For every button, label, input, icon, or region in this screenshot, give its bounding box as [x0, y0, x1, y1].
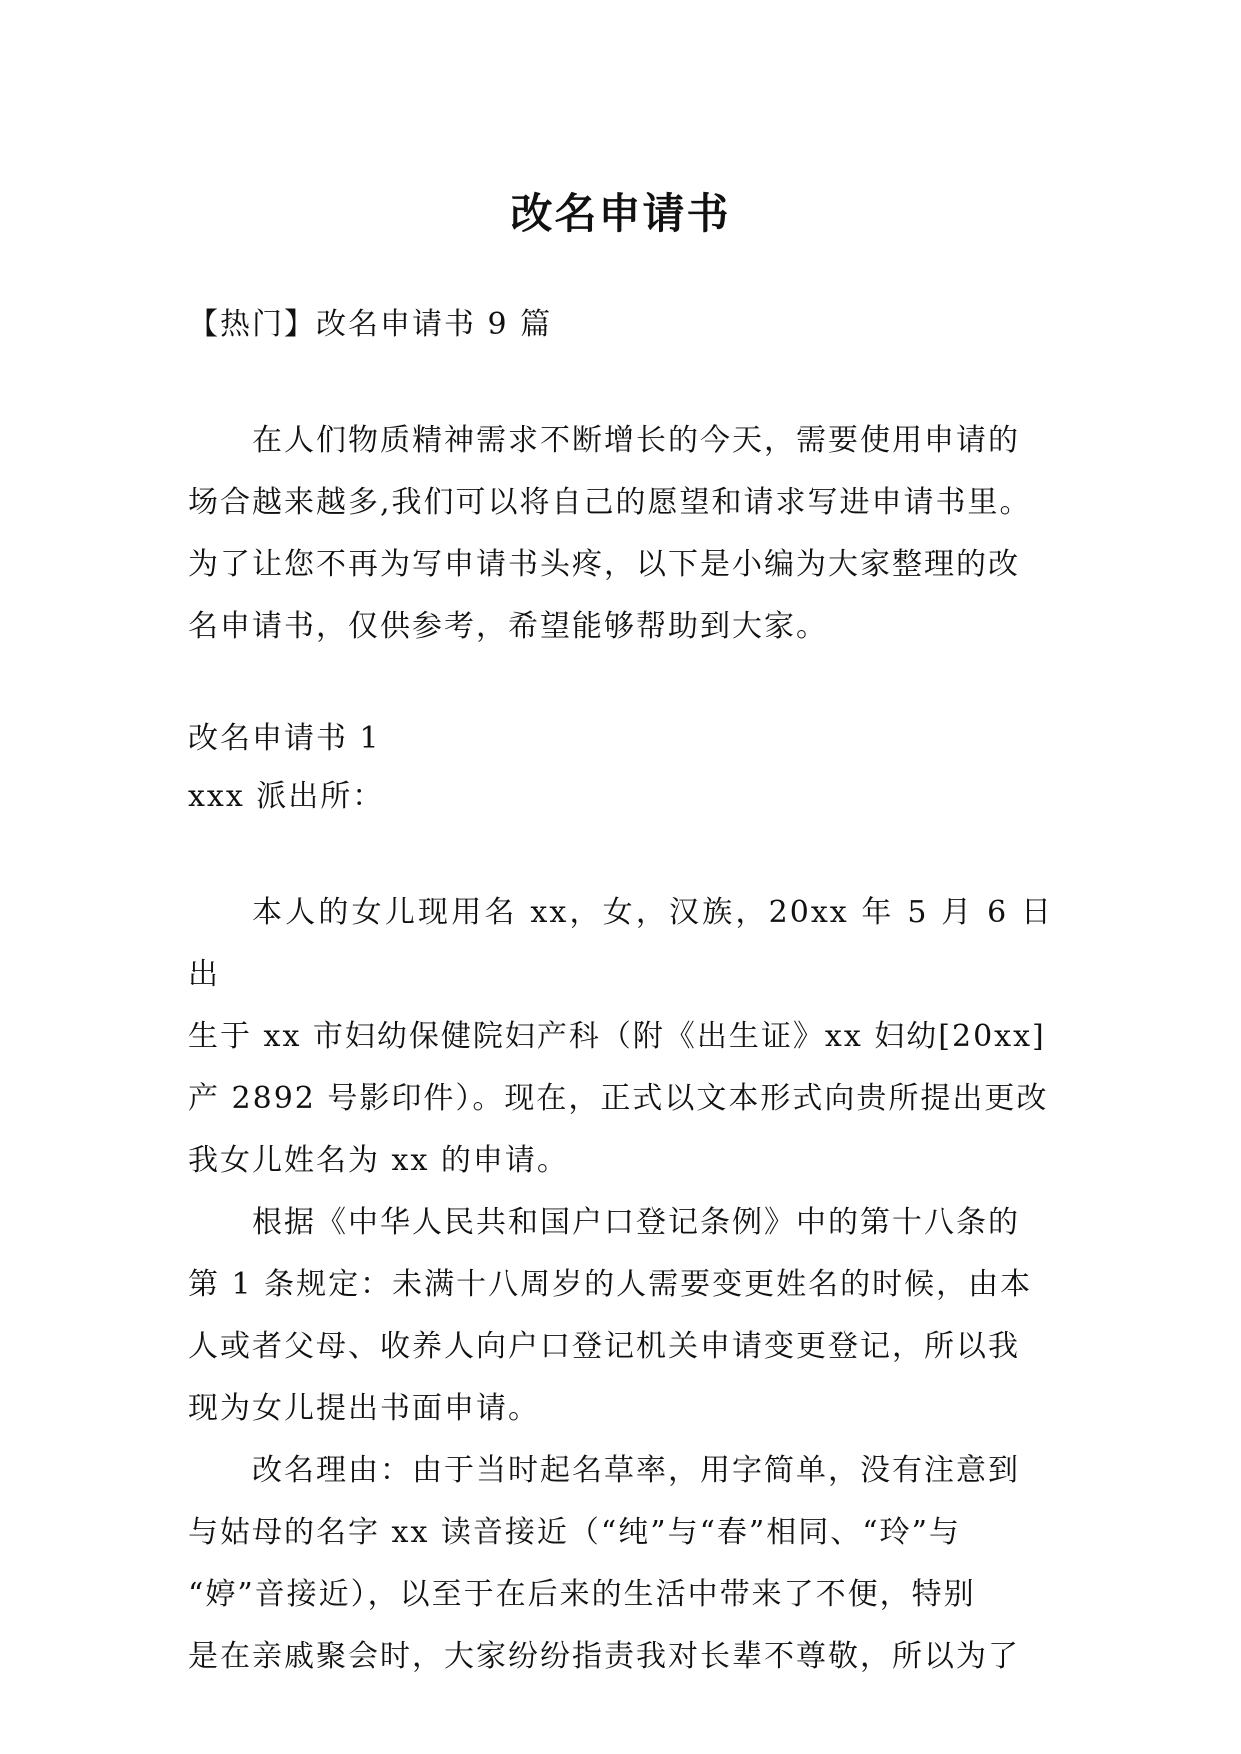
body-paragraph-2	[188, 1192, 1053, 1440]
body-line: 我女儿姓名为 xx 的申请。	[188, 1143, 569, 1178]
body-line: 生于 xx 市妇幼保健院妇产科（附《出生证》xx 妇幼[20xx]	[188, 1019, 1046, 1054]
body-line: 第 1 条规定：未满十八周岁的人需要变更姓名的时候，由本	[188, 1267, 1033, 1302]
intro-paragraph	[188, 410, 1053, 658]
addressee: xxx 派出所：	[188, 779, 385, 814]
body-paragraph-1	[188, 882, 1053, 1192]
section-heading: 改名申请书 1	[188, 721, 381, 756]
body-line: 现为女儿提出书面申请。	[188, 1391, 540, 1426]
subtitle: 【热门】改名申请书 9 篇	[188, 307, 553, 342]
body-line: “婷”音接近），以至于在后来的生活中带来了不便，特别	[188, 1577, 976, 1612]
page-title: 改名申请书	[510, 189, 731, 239]
document-body	[188, 294, 1053, 1688]
body-line: 改名理由：由于当时起名草率，用字简单，没有注意到	[252, 1453, 1020, 1488]
intro-line: 在人们物质精神需求不断增长的今天，需要使用申请的	[252, 423, 1020, 458]
body-line: 与姑母的名字 xx 读音接近（“纯”与“春”相同、“玲”与	[188, 1515, 961, 1550]
intro-line: 场合越来越多,我们可以将自己的愿望和请求写进申请书里。	[188, 485, 1032, 520]
body-paragraph-3	[188, 1440, 1053, 1688]
body-line: 是在亲戚聚会时，大家纷纷指责我对长辈不尊敬，所以为了	[188, 1639, 1020, 1674]
body-line: 产 2892 号影印件）。现在，正式以文本形式向贵所提出更改	[188, 1081, 1049, 1116]
intro-line: 为了让您不再为写申请书头疼，以下是小编为大家整理的改	[188, 547, 1020, 582]
body-line: 人或者父母、收养人向户口登记机关申请变更登记，所以我	[188, 1329, 1020, 1364]
body-line: 本人的女儿现用名 xx，女，汉族，20xx 年 5 月 6 日出	[188, 895, 1053, 992]
intro-line: 名申请书，仅供参考，希望能够帮助到大家。	[188, 609, 828, 644]
body-line: 根据《中华人民共和国户口登记条例》中的第十八条的	[252, 1205, 1020, 1240]
